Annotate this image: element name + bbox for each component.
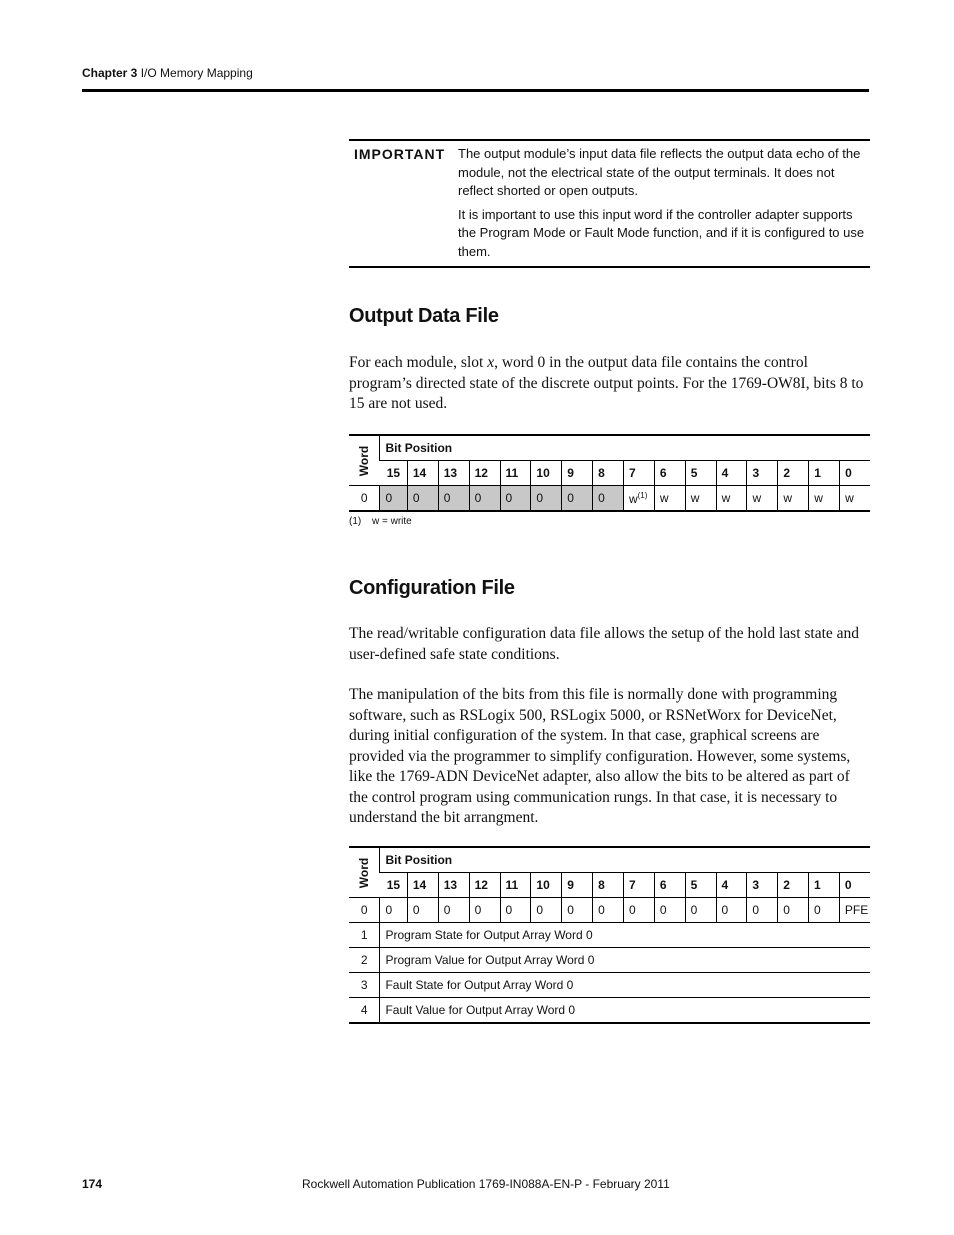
footnote-ref: (1)	[637, 490, 648, 500]
bit-cell: 0	[380, 898, 407, 923]
bit-header: 7	[623, 461, 654, 486]
bit-cell: 0	[531, 898, 562, 923]
bit-cell: w	[685, 486, 716, 512]
bit-cell: 0	[500, 898, 531, 923]
bit-header: 8	[593, 461, 624, 486]
bit-header: 11	[500, 461, 531, 486]
table-header-row	[349, 435, 870, 461]
output-data-file-heading: Output Data File	[349, 305, 499, 327]
table-header-row	[349, 847, 870, 873]
bit-header: 4	[716, 873, 747, 898]
publication-info: Rockwell Automation Publication 1769-IN088A-EN-P - February 2011	[302, 1177, 670, 1191]
bit-header: 5	[685, 873, 716, 898]
bit-position-header: Bit Position	[380, 847, 870, 873]
page-number: 174	[82, 1177, 103, 1191]
bit-header: 14	[407, 461, 438, 486]
bit-header: 5	[685, 461, 716, 486]
bit-header: 8	[593, 873, 624, 898]
bit-cell: 0	[809, 898, 840, 923]
bit-cell: 0	[469, 898, 500, 923]
configuration-paragraph-2: The manipulation of the bits from this file is normally done with programming software, such as RSLogix 500, RSLogix 5000, or RSNetWorx for DeviceNet, during initial configuration of the system. In that case, graphical screens are provided via the programmer to simplify configuration. However, some systems, like the 1769-ADN DeviceNet adapter, also allow the bits to be altered as part of the control program using communication rungs. In that case, it is necessary to understand the bit arrangment.	[349, 686, 851, 826]
table-row	[349, 486, 870, 512]
bit-cell: 0	[685, 898, 716, 923]
table-footnote: (1) w = write	[349, 516, 412, 527]
description-cell: Fault State for Output Array Word 0	[380, 973, 870, 998]
bit-cell: 0	[500, 486, 531, 512]
bit-header: 3	[747, 873, 778, 898]
bit-header: 1	[809, 461, 840, 486]
bit-cell: 0	[593, 898, 624, 923]
bit-header: 12	[469, 873, 500, 898]
bit-header: 7	[623, 873, 654, 898]
bit-header: 12	[469, 461, 500, 486]
word-column-header: Word	[349, 435, 380, 486]
table-row	[349, 998, 870, 1024]
bit-cell: 0	[778, 898, 809, 923]
bit-header: 4	[716, 461, 747, 486]
bit-cell: PFE	[839, 898, 870, 923]
bit-number-row	[349, 461, 870, 486]
running-header	[82, 66, 253, 80]
table-row	[349, 948, 870, 973]
important-paragraph-2: It is important to use this input word if the controller adapter supports the Program Mode or Fault Mode function, and if it is configured to use them.	[458, 206, 865, 259]
bit-cell: w	[716, 486, 747, 512]
bit-cell: 0	[593, 486, 624, 512]
bit-cell: w	[747, 486, 778, 512]
bit-cell: w	[654, 486, 685, 512]
bit-cell: 0	[562, 486, 593, 512]
bit-header: 3	[747, 461, 778, 486]
bit-cell: 0	[747, 898, 778, 923]
bit-header: 14	[407, 873, 438, 898]
bit-header: 1	[809, 873, 840, 898]
header-rule	[82, 89, 869, 92]
output-data-table	[349, 434, 870, 512]
bit-cell: 0	[623, 898, 654, 923]
bit-header: 9	[562, 873, 593, 898]
chapter-title: I/O Memory Mapping	[140, 66, 253, 80]
important-text	[458, 145, 866, 266]
bit-cell: 0	[562, 898, 593, 923]
bit-header: 10	[531, 873, 562, 898]
important-note	[349, 139, 870, 268]
bit-header: 0	[840, 461, 870, 486]
bit-header: 15	[380, 461, 407, 486]
bit-header: 0	[839, 873, 870, 898]
chapter-label: Chapter 3	[82, 66, 138, 80]
word-cell: 0	[349, 486, 380, 512]
bit-cell: 0	[407, 486, 438, 512]
bit-position-header: Bit Position	[380, 435, 870, 461]
bit-header: 13	[438, 461, 469, 486]
bit-cell: 0	[469, 486, 500, 512]
bit-header: 6	[654, 461, 685, 486]
bit-header: 9	[562, 461, 593, 486]
table-row	[349, 923, 870, 948]
configuration-table	[349, 846, 870, 1024]
description-cell: Program State for Output Array Word 0	[380, 923, 870, 948]
bit-cell: 0	[438, 898, 469, 923]
bit-cell: 0	[438, 486, 469, 512]
bit-cell: w	[840, 486, 870, 512]
important-label: IMPORTANT	[354, 146, 446, 162]
bit-cell: 0	[654, 898, 685, 923]
bit-header: 2	[778, 461, 809, 486]
word-column-header: Word	[349, 847, 380, 898]
description-cell: Program Value for Output Array Word 0	[380, 948, 870, 973]
bit-cell: 0	[531, 486, 562, 512]
word-cell: 1	[349, 923, 380, 948]
word-cell: 3	[349, 973, 380, 998]
bit-number-row	[349, 873, 870, 898]
word-cell: 4	[349, 998, 380, 1024]
bit-cell: $w^{(1)}$	[623, 486, 654, 512]
bit-cell: w	[809, 486, 840, 512]
configuration-file-heading: Configuration File	[349, 577, 515, 599]
bit-cell: 0	[407, 898, 438, 923]
word-cell: 2	[349, 948, 380, 973]
bit-header: 10	[531, 461, 562, 486]
bit-header: 13	[438, 873, 469, 898]
bit-header: 15	[380, 873, 407, 898]
table-row	[349, 898, 870, 923]
word-cell: 0	[349, 898, 380, 923]
bit-cell: 0	[380, 486, 407, 512]
bit-header: 6	[654, 873, 685, 898]
bit-cell: 0	[716, 898, 747, 923]
important-paragraph-1: The output module’s input data file reflects the output data echo of the module, not the electrical state of the output terminals. It does not reflect shorted or open outputs.	[458, 146, 861, 198]
description-cell: Fault Value for Output Array Word 0	[380, 998, 870, 1024]
bit-cell: w	[778, 486, 809, 512]
output-data-file-paragraph: For each module, slot x, word 0 in the output data file contains the control program’s directed state of the discrete output points. For the 1769-OW8I, bits 8 to 15 are not used.	[349, 354, 864, 412]
bit-header: 2	[778, 873, 809, 898]
configuration-paragraph-1: The read/writable configuration data file allows the setup of the hold last state and user-defined safe state conditions.	[349, 625, 860, 663]
bit-header: 11	[500, 873, 531, 898]
table-row	[349, 973, 870, 998]
